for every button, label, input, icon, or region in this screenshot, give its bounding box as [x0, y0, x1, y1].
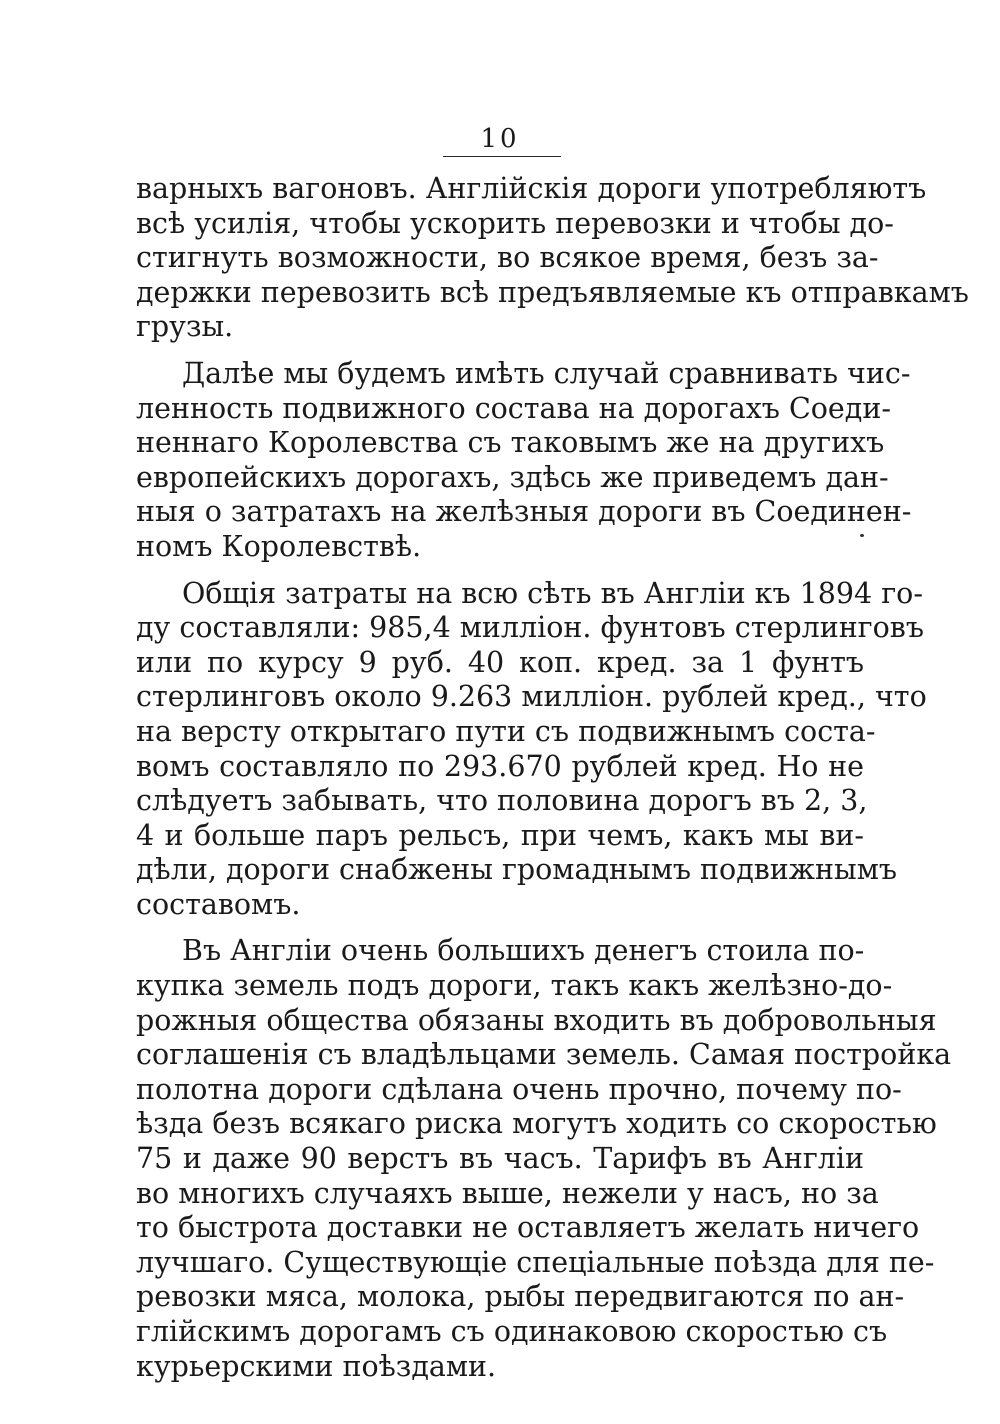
- text-line: номъ Королевствѣ.: [136, 529, 422, 563]
- text-line: 75 и даже 90 верстъ въ часъ. Тарифъ въ Англіи: [136, 1142, 864, 1176]
- text-line: соглашенія съ владѣльцами земель. Самая постройка: [136, 1038, 952, 1072]
- text-line: курьерскими поѣздами.: [136, 1349, 497, 1383]
- text-line: купка земель подъ дороги, такъ какъ желѣзно-до-: [136, 969, 893, 1003]
- text-line: лучшаго. Существующіе спеціальные поѣзда для пе-: [136, 1245, 935, 1279]
- text-line: неннаго Королевства съ таковымъ же на другихъ: [136, 426, 885, 460]
- text-line: ревозки мяса, молока, рыбы передвигаются по ан-: [136, 1280, 905, 1314]
- text-line: ленность подвижного состава на дорогахъ Соеди-: [136, 391, 891, 425]
- text-line: стигнуть возможности, во всякое время, безъ за-: [136, 241, 879, 275]
- paragraph-3: [136, 576, 927, 923]
- text-line: Общія затраты на всю сѣть въ Англіи къ 1894 го-: [182, 576, 923, 610]
- page-number-rule: [443, 156, 561, 157]
- text-line: полотна дороги сдѣлана очень прочно, почему по-: [136, 1072, 902, 1106]
- paragraph-2: [136, 356, 912, 565]
- text-line: глійскимъ дорогамъ съ одинаковою скоростью съ: [136, 1315, 888, 1348]
- ink-speck: [860, 534, 864, 537]
- paragraph-4: [136, 934, 952, 1384]
- paragraph-gap: [136, 922, 864, 934]
- text-line: слѣдуетъ забывать, что половина дорогъ въ 2, 3,: [136, 784, 868, 818]
- text-line: дѣли, дороги снабжены громаднымъ подвижнымъ: [136, 853, 897, 887]
- text-line: то быстрота доставки не оставляетъ желать ничего: [136, 1211, 920, 1245]
- paragraph-gap: [136, 565, 864, 577]
- text-line: европейскихъ дорогахъ, здѣсь же приведемъ дан-: [136, 460, 889, 494]
- text-line: Въ Англіи очень большихъ денегъ стоила по-: [182, 934, 865, 968]
- text-line: ѣзда безъ всякаго риска могутъ ходить со скоростью: [136, 1107, 937, 1141]
- text-line: рожныя общества обязаны входить въ добровольныя: [136, 1003, 937, 1037]
- paragraph-1: [136, 172, 969, 345]
- text-line: Далѣе мы будемъ имѣть случай сравнивать чис-: [182, 356, 911, 390]
- text-line: на версту открытаго пути съ подвижнымъ соста-: [136, 714, 876, 748]
- text-line: варныхъ вагоновъ. Англійскія дороги употребляютъ: [136, 172, 927, 205]
- page-number: 10: [480, 124, 520, 154]
- body-text: [136, 172, 969, 1384]
- text-line: 4 и больше паръ рельсъ, при чемъ, какъ мы ви-: [136, 818, 864, 852]
- text-line: всѣ усилія, чтобы ускорить перевозки и чтобы до-: [136, 206, 894, 240]
- paragraph-gap: [136, 345, 864, 357]
- text-line: вомъ составляло по 293.670 рублей кред. Но не: [136, 749, 864, 783]
- text-line: или по курсу 9 руб. 40 коп. кред. за 1 фунтъ: [136, 645, 864, 679]
- text-line: держки перевозить всѣ предъявляемые къ отправкамъ: [136, 275, 969, 309]
- text-line: грузы.: [136, 310, 234, 344]
- text-line: ду составляли: 985,4 милліон. фунтовъ стерлинговъ: [136, 611, 924, 645]
- text-line: составомъ.: [136, 887, 301, 921]
- text-line: во многихъ случаяхъ выше, нежели у насъ, но за: [136, 1176, 879, 1210]
- text-line: ныя о затратахъ на желѣзныя дороги въ Соединен-: [136, 495, 912, 529]
- text-line: стерлинговъ около 9.263 милліон. рублей кред., что: [136, 680, 927, 714]
